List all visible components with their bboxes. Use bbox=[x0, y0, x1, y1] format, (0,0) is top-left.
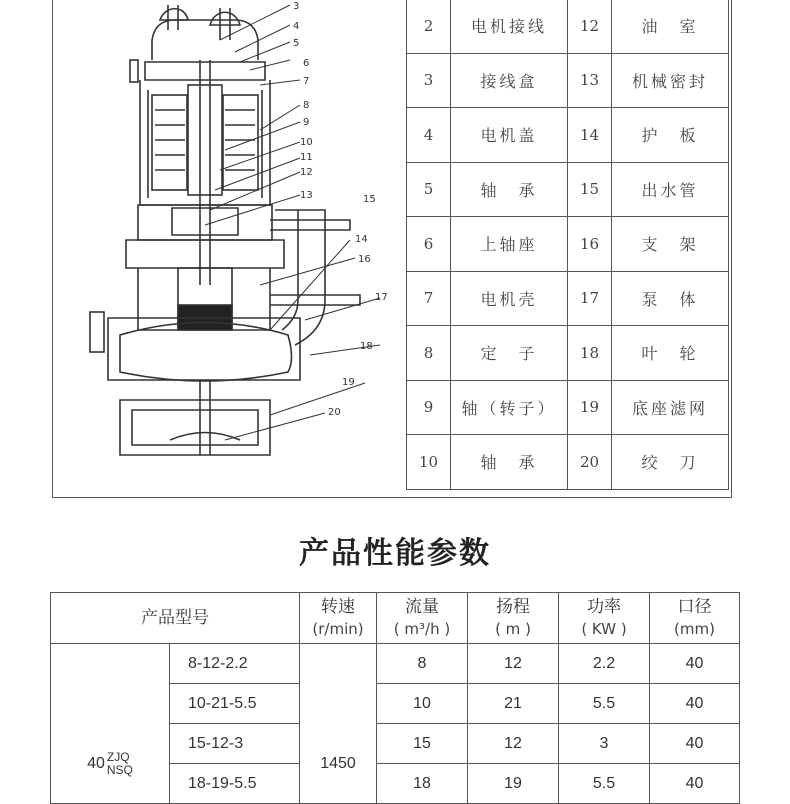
callout-19: 19 bbox=[342, 377, 355, 388]
series-bottom: NSQ bbox=[106, 762, 133, 777]
part-number: 15 bbox=[568, 162, 612, 217]
part-name: 轴 承 bbox=[451, 435, 568, 490]
callout-13: 13 bbox=[300, 190, 313, 201]
part-number: 6 bbox=[407, 217, 451, 272]
part-name: 机械密封 bbox=[612, 53, 729, 108]
header-bore: 口径 (mm) bbox=[650, 593, 740, 644]
parts-row bbox=[407, 271, 729, 326]
part-number: 19 bbox=[568, 380, 612, 435]
part-name: 泵 体 bbox=[612, 271, 729, 326]
part-number: 4 bbox=[407, 108, 451, 163]
power-cell: 3 bbox=[559, 724, 650, 764]
callout-5: 5 bbox=[293, 38, 300, 49]
bore-cell: 40 bbox=[650, 684, 740, 724]
part-name: 轴（转子） bbox=[451, 380, 568, 435]
part-name: 轴 承 bbox=[451, 162, 568, 217]
bore-cell: 40 bbox=[650, 644, 740, 684]
parts-list-table bbox=[406, 0, 729, 490]
part-number: 2 bbox=[407, 0, 451, 53]
part-number: 5 bbox=[407, 162, 451, 217]
header-speed: 转速 (r/min) bbox=[300, 593, 377, 644]
power-cell: 5.5 bbox=[559, 684, 650, 724]
bore-cell: 40 bbox=[650, 724, 740, 764]
callout-7: 7 bbox=[303, 76, 310, 87]
callout-3: 3 bbox=[293, 1, 300, 12]
part-name: 底座滤网 bbox=[612, 380, 729, 435]
part-number: 14 bbox=[568, 108, 612, 163]
part-name: 定 子 bbox=[451, 326, 568, 381]
performance-table bbox=[50, 592, 740, 804]
callout-18: 18 bbox=[360, 341, 373, 352]
head-cell: 21 bbox=[468, 684, 559, 724]
part-name: 电机接线 bbox=[451, 0, 568, 53]
head-cell: 19 bbox=[468, 764, 559, 804]
power-cell: 5.5 bbox=[559, 764, 650, 804]
header-flow: 流量 ( m³/h ) bbox=[377, 593, 468, 644]
callout-6: 6 bbox=[303, 58, 310, 69]
header-head: 扬程 ( m ) bbox=[468, 593, 559, 644]
callout-15: 15 bbox=[363, 194, 376, 205]
table-header-row bbox=[51, 593, 740, 644]
part-number: 3 bbox=[407, 53, 451, 108]
part-name: 上轴座 bbox=[451, 217, 568, 272]
part-name: 接线盒 bbox=[451, 53, 568, 108]
bore-cell: 40 bbox=[650, 764, 740, 804]
part-number: 9 bbox=[407, 380, 451, 435]
model-series-cell bbox=[51, 644, 170, 804]
part-number: 7 bbox=[407, 271, 451, 326]
parts-row bbox=[407, 53, 729, 108]
model-type: 18-19-5.5 bbox=[170, 764, 300, 804]
part-name: 电机壳 bbox=[451, 271, 568, 326]
head-cell: 12 bbox=[468, 724, 559, 764]
part-name: 叶 轮 bbox=[612, 326, 729, 381]
flow-cell: 18 bbox=[377, 764, 468, 804]
model-type: 10-21-5.5 bbox=[170, 684, 300, 724]
callout-10: 10 bbox=[300, 137, 313, 148]
part-number: 17 bbox=[568, 271, 612, 326]
pump-cross-section-drawing bbox=[60, 0, 400, 495]
part-number: 18 bbox=[568, 326, 612, 381]
part-number: 8 bbox=[407, 326, 451, 381]
parts-row bbox=[407, 217, 729, 272]
flow-cell: 8 bbox=[377, 644, 468, 684]
head-cell: 12 bbox=[468, 644, 559, 684]
callout-17: 17 bbox=[375, 292, 388, 303]
part-number: 10 bbox=[407, 435, 451, 490]
part-number: 16 bbox=[568, 217, 612, 272]
part-name: 支 架 bbox=[612, 217, 729, 272]
part-name: 出水管 bbox=[612, 162, 729, 217]
parts-row bbox=[407, 0, 729, 53]
parts-row bbox=[407, 108, 729, 163]
part-name: 电机盖 bbox=[451, 108, 568, 163]
flow-cell: 10 bbox=[377, 684, 468, 724]
power-cell: 2.2 bbox=[559, 644, 650, 684]
callout-16: 16 bbox=[358, 254, 371, 265]
series-top: ZJQ bbox=[106, 749, 130, 764]
callout-14: 14 bbox=[355, 234, 368, 245]
part-number: 13 bbox=[568, 53, 612, 108]
header-model: 产品型号 bbox=[51, 593, 300, 644]
callout-12: 12 bbox=[300, 167, 313, 178]
callout-4: 4 bbox=[293, 21, 300, 32]
parts-row bbox=[407, 380, 729, 435]
part-name: 绞 刀 bbox=[612, 435, 729, 490]
callout-20: 20 bbox=[328, 407, 341, 418]
part-number: 20 bbox=[568, 435, 612, 490]
parts-row bbox=[407, 435, 729, 490]
callout-8: 8 bbox=[303, 100, 310, 111]
parts-row bbox=[407, 326, 729, 381]
header-power: 功率 ( KW ) bbox=[559, 593, 650, 644]
speed-cell: 1450 bbox=[300, 644, 377, 804]
model-type: 8-12-2.2 bbox=[170, 644, 300, 684]
part-name: 护 板 bbox=[612, 108, 729, 163]
parts-row bbox=[407, 162, 729, 217]
bore-prefix: 40 bbox=[87, 754, 105, 772]
callout-11: 11 bbox=[300, 152, 313, 163]
model-type: 15-12-3 bbox=[170, 724, 300, 764]
table-row bbox=[51, 644, 740, 684]
callout-9: 9 bbox=[303, 117, 310, 128]
flow-cell: 15 bbox=[377, 724, 468, 764]
part-number: 12 bbox=[568, 0, 612, 53]
section-title: 产品性能参数 bbox=[299, 536, 491, 571]
part-name: 油 室 bbox=[612, 0, 729, 53]
